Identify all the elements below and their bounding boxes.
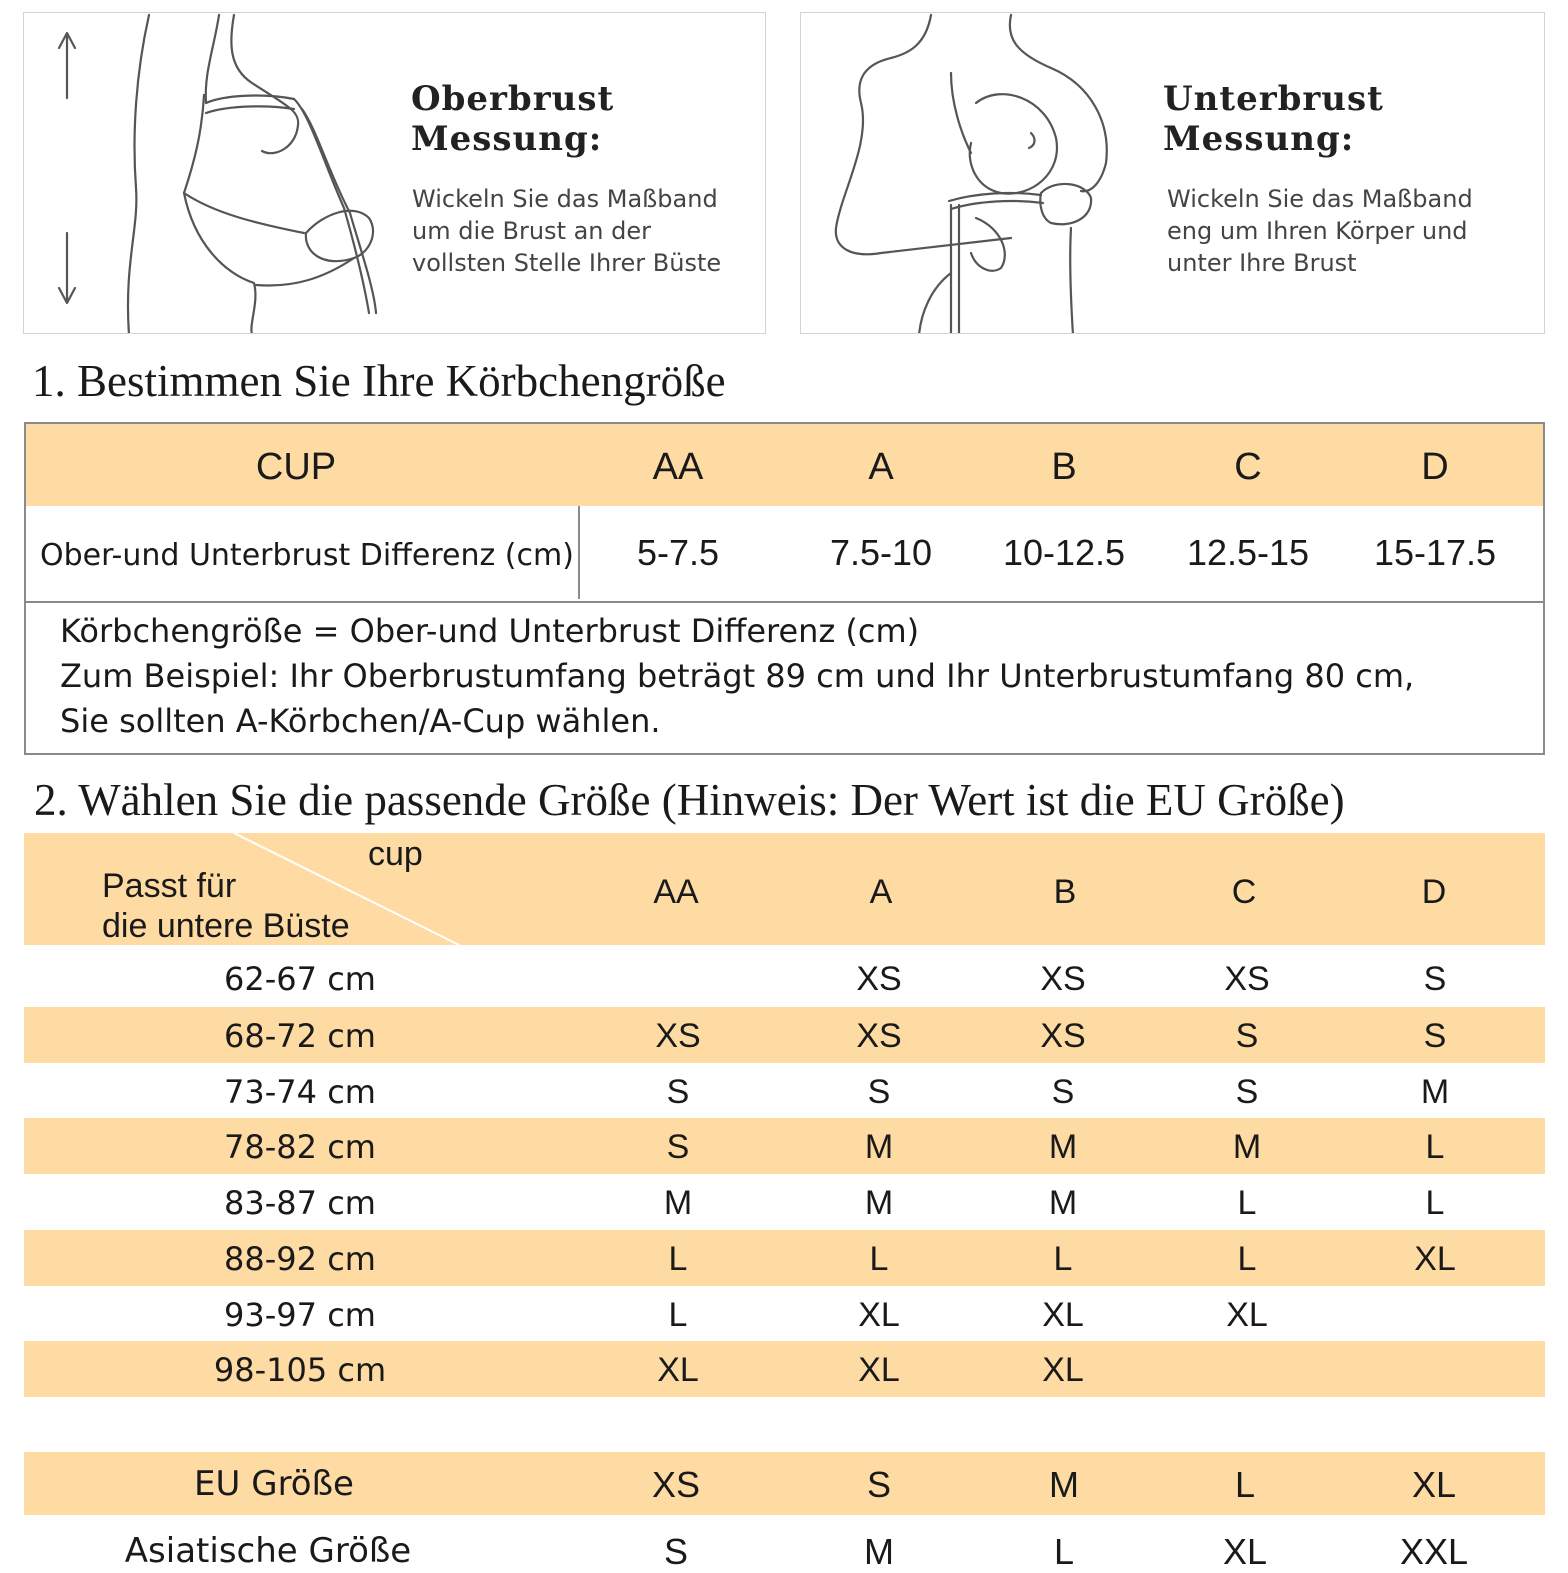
size-cell: M [1420,1073,1450,1111]
size-header-cup: AA [653,873,699,911]
size-row [24,1230,1545,1286]
asian-size-cell: M [864,1531,894,1572]
size-row [24,1341,1545,1397]
eu-size-label: EU Größe [194,1464,354,1504]
asian-size-cell: XXL [1399,1531,1469,1572]
size-row-range: 68-72 cm [224,1017,376,1055]
size-cell: XL [1042,1351,1084,1389]
size-cell: XS [655,1017,701,1055]
cup-diff-cell: 5-7.5 [636,532,720,573]
size-cell: L [1425,1184,1445,1222]
cup-header-cell: D [1421,446,1449,488]
size-cell: L [668,1240,688,1278]
size-row-range: 93-97 cm [224,1296,376,1334]
cup-diff-cell: 10-12.5 [1002,532,1126,573]
size-cell: XS [1040,960,1086,998]
cup-note: Körbchengröße = Ober-und Unterbrust Differenz (cm) [60,612,920,650]
panel-title: Messung: [411,119,603,159]
asian-size-cell: L [1053,1531,1075,1572]
eu-size-cell: M [1049,1464,1079,1505]
header-fit-label: die untere Büste [102,907,350,945]
eu-size-cell: XL [1411,1464,1457,1505]
panel-text: eng um Ihren Körper und [1167,217,1468,245]
size-cell: M [1048,1184,1078,1222]
eu-size-cell: XS [651,1464,701,1505]
header-fit-label: Passt für [102,867,237,905]
size-cell: L [869,1240,889,1278]
asian-size-row [24,1525,1545,1572]
eu-size-cell: L [1234,1464,1256,1505]
oberbrust-measuring-illustration [24,13,424,334]
size-cell: M [1048,1128,1078,1166]
size-cell: S [666,1073,690,1111]
size-cell: XS [1040,1017,1086,1055]
size-cell: XL [1226,1296,1268,1334]
unterbrust-panel [800,12,1545,334]
eu-size-row [24,1452,1545,1515]
header-cup-label: cup [368,835,423,873]
size-cell: S [1423,960,1447,998]
size-cell: L [1237,1240,1257,1278]
size-cell: M [864,1128,894,1166]
cup-note: Zum Beispiel: Ihr Oberbrustumfang beträgt 89 cm und Ihr Unterbrustumfang 80 cm, [60,657,1415,695]
size-cell: XS [856,1017,902,1055]
cup-header-cell: C [1234,446,1262,488]
panel-title: Oberbrust [411,79,615,119]
size-row-range: 62-67 cm [224,960,376,998]
size-cell: XS [856,960,902,998]
oberbrust-panel [23,12,766,334]
section-title-size: 2. Wählen Sie die passende Größe (Hinweis: Der Wert ist die EU Größe) [34,775,1345,825]
size-cell: S [1235,1073,1259,1111]
panel-title: Unterbrust [1163,79,1384,119]
size-cell: L [668,1296,688,1334]
size-cell: XS [1224,960,1270,998]
size-row-range: 78-82 cm [224,1128,376,1166]
size-cell: XL [1414,1240,1456,1278]
size-cell: L [1053,1240,1073,1278]
size-header-cup: A [869,873,893,911]
unterbrust-measuring-illustration [801,13,1161,334]
panel-text: unter Ihre Brust [1167,249,1357,277]
size-cell: L [1237,1184,1257,1222]
size-row-range: 98-105 cm [213,1351,387,1389]
asian-size-cell: XL [1222,1531,1268,1572]
size-row [24,1174,1545,1230]
size-row-range: 88-92 cm [224,1240,376,1278]
panel-text: um die Brust an der [412,217,652,245]
size-table-header [24,833,1545,945]
size-row [24,1007,1545,1063]
section-title-cup: 1. Bestimmen Sie Ihre Körbchengröße [32,356,726,406]
asian-size-label: Asiatische Größe [124,1531,412,1571]
size-cell: S [666,1128,690,1166]
size-cell: M [1232,1128,1262,1166]
cup-header-cell: B [1051,446,1077,488]
size-row-range: 73-74 cm [224,1073,376,1111]
size-cell: M [864,1184,894,1222]
size-cell: L [1425,1128,1445,1166]
cup-table [24,422,1545,755]
size-cell: S [1051,1073,1075,1111]
cup-diff-cell: 15-17.5 [1373,532,1497,573]
size-cell: XL [858,1351,900,1389]
cup-row-label: Ober-und Unterbrust Differenz (cm) [40,538,574,573]
cup-difference-row [26,506,1543,603]
size-cell: XL [1042,1296,1084,1334]
panel-text: Wickeln Sie das Maßband [412,185,718,213]
size-row [24,1063,1545,1119]
panel-text: Wickeln Sie das Maßband [1167,185,1473,213]
size-header-cup: D [1421,873,1447,911]
cup-diff-cell: 7.5-10 [829,532,933,573]
divider [578,506,580,599]
panel-title: Messung: [1163,119,1355,159]
cup-header-cell: A [868,446,894,488]
cup-table-header [26,424,1543,506]
size-row-range: 83-87 cm [224,1184,376,1222]
size-cell: XL [657,1351,699,1389]
size-row [24,950,1545,1006]
eu-size-cell: S [866,1464,891,1505]
cup-diff-cell: 12.5-15 [1186,532,1310,573]
down-arrow-icon [59,233,75,303]
size-header-cup: C [1231,873,1257,911]
up-arrow-icon [59,33,75,98]
asian-size-cell: S [663,1531,688,1572]
size-cell: S [867,1073,891,1111]
size-header-cup: B [1053,873,1077,911]
cup-note: Sie sollten A-Körbchen/A-Cup wählen. [60,702,661,740]
size-cell: S [1423,1017,1447,1055]
size-row [24,1286,1545,1342]
panel-text: vollsten Stelle Ihrer Büste [412,249,722,277]
size-cell: S [1235,1017,1259,1055]
size-row [24,1118,1545,1174]
size-cell: M [663,1184,693,1222]
cup-header-cell: AA [652,446,704,488]
size-cell: XL [858,1296,900,1334]
cup-header-label: CUP [255,446,337,488]
